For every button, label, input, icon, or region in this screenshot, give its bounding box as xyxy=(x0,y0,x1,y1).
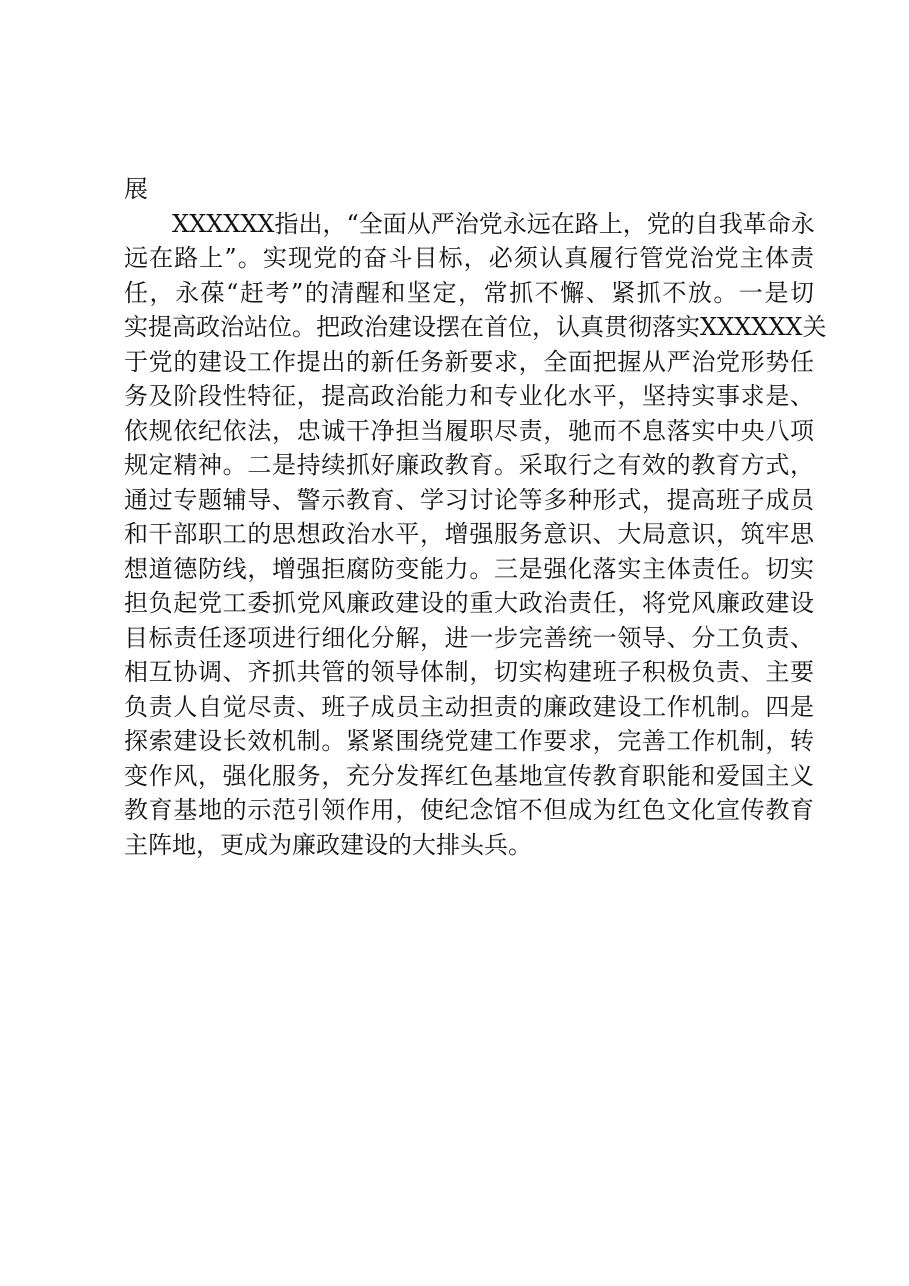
text-line: 任，永葆“赶考”的清醒和坚定，常抓不懈、紧抓不放。一是切 xyxy=(124,278,814,307)
text-line: 通过专题辅导、警示教育、学习讨论等多种形式，提高班子成员 xyxy=(124,485,814,514)
text-line: 变作风，强化服务，充分发挥红色基地宣传教育职能和爱国主义 xyxy=(124,761,814,790)
text-line: 远在路上”。实现党的奋斗目标，必须认真履行管党治党主体责 xyxy=(124,244,814,272)
paragraph-first-line: XXXXXX指出，“全面从严治党永远在路上，党的自我革命永 xyxy=(172,209,815,238)
body-text xyxy=(124,172,827,862)
text-line: 担负起党工委抓党风廉政建设的重大政治责任，将党风廉政建设 xyxy=(124,589,814,617)
text-line: 教育基地的示范引领作用，使纪念馆不但成为红色文化宣传教育 xyxy=(124,796,814,824)
text-line: 和干部职工的思想政治水平，增强服务意识、大局意识，筑牢思 xyxy=(124,520,814,548)
text-line: 依规依纪依法，忠诚干净担当履职尽责，驰而不息落实中央八项 xyxy=(124,416,814,445)
paragraph-last-line: 主阵地，更成为廉政建设的大排头兵。 xyxy=(124,830,532,859)
text-line: 实提高政治站位。把政治建设摆在首位，认真贯彻落实XXXXXX关 xyxy=(124,313,827,341)
text-line: 务及阶段性特征，提高政治能力和专业化水平，坚持实事求是、 xyxy=(124,382,814,410)
text-line: 规定精神。二是持续抓好廉政教育。采取行之有效的教育方式， xyxy=(124,451,814,479)
text-line: 展 xyxy=(124,175,148,203)
text-line: 相互协调、齐抓共管的领导体制，切实构建班子积极负责、主要 xyxy=(124,658,814,686)
text-line: 于党的建设工作提出的新任务新要求，全面把握从严治党形势任 xyxy=(124,347,814,376)
text-line: 探索建设长效机制。紧紧围绕党建工作要求，完善工作机制，转 xyxy=(124,727,814,755)
text-line: 目标责任逐项进行细化分解，进一步完善统一领导、分工负责、 xyxy=(124,623,814,652)
text-line: 负责人自觉尽责、班子成员主动担责的廉政建设工作机制。四是 xyxy=(124,692,814,721)
text-line: 想道德防线，增强拒腐防变能力。三是强化落实主体责任。切实 xyxy=(124,554,814,583)
